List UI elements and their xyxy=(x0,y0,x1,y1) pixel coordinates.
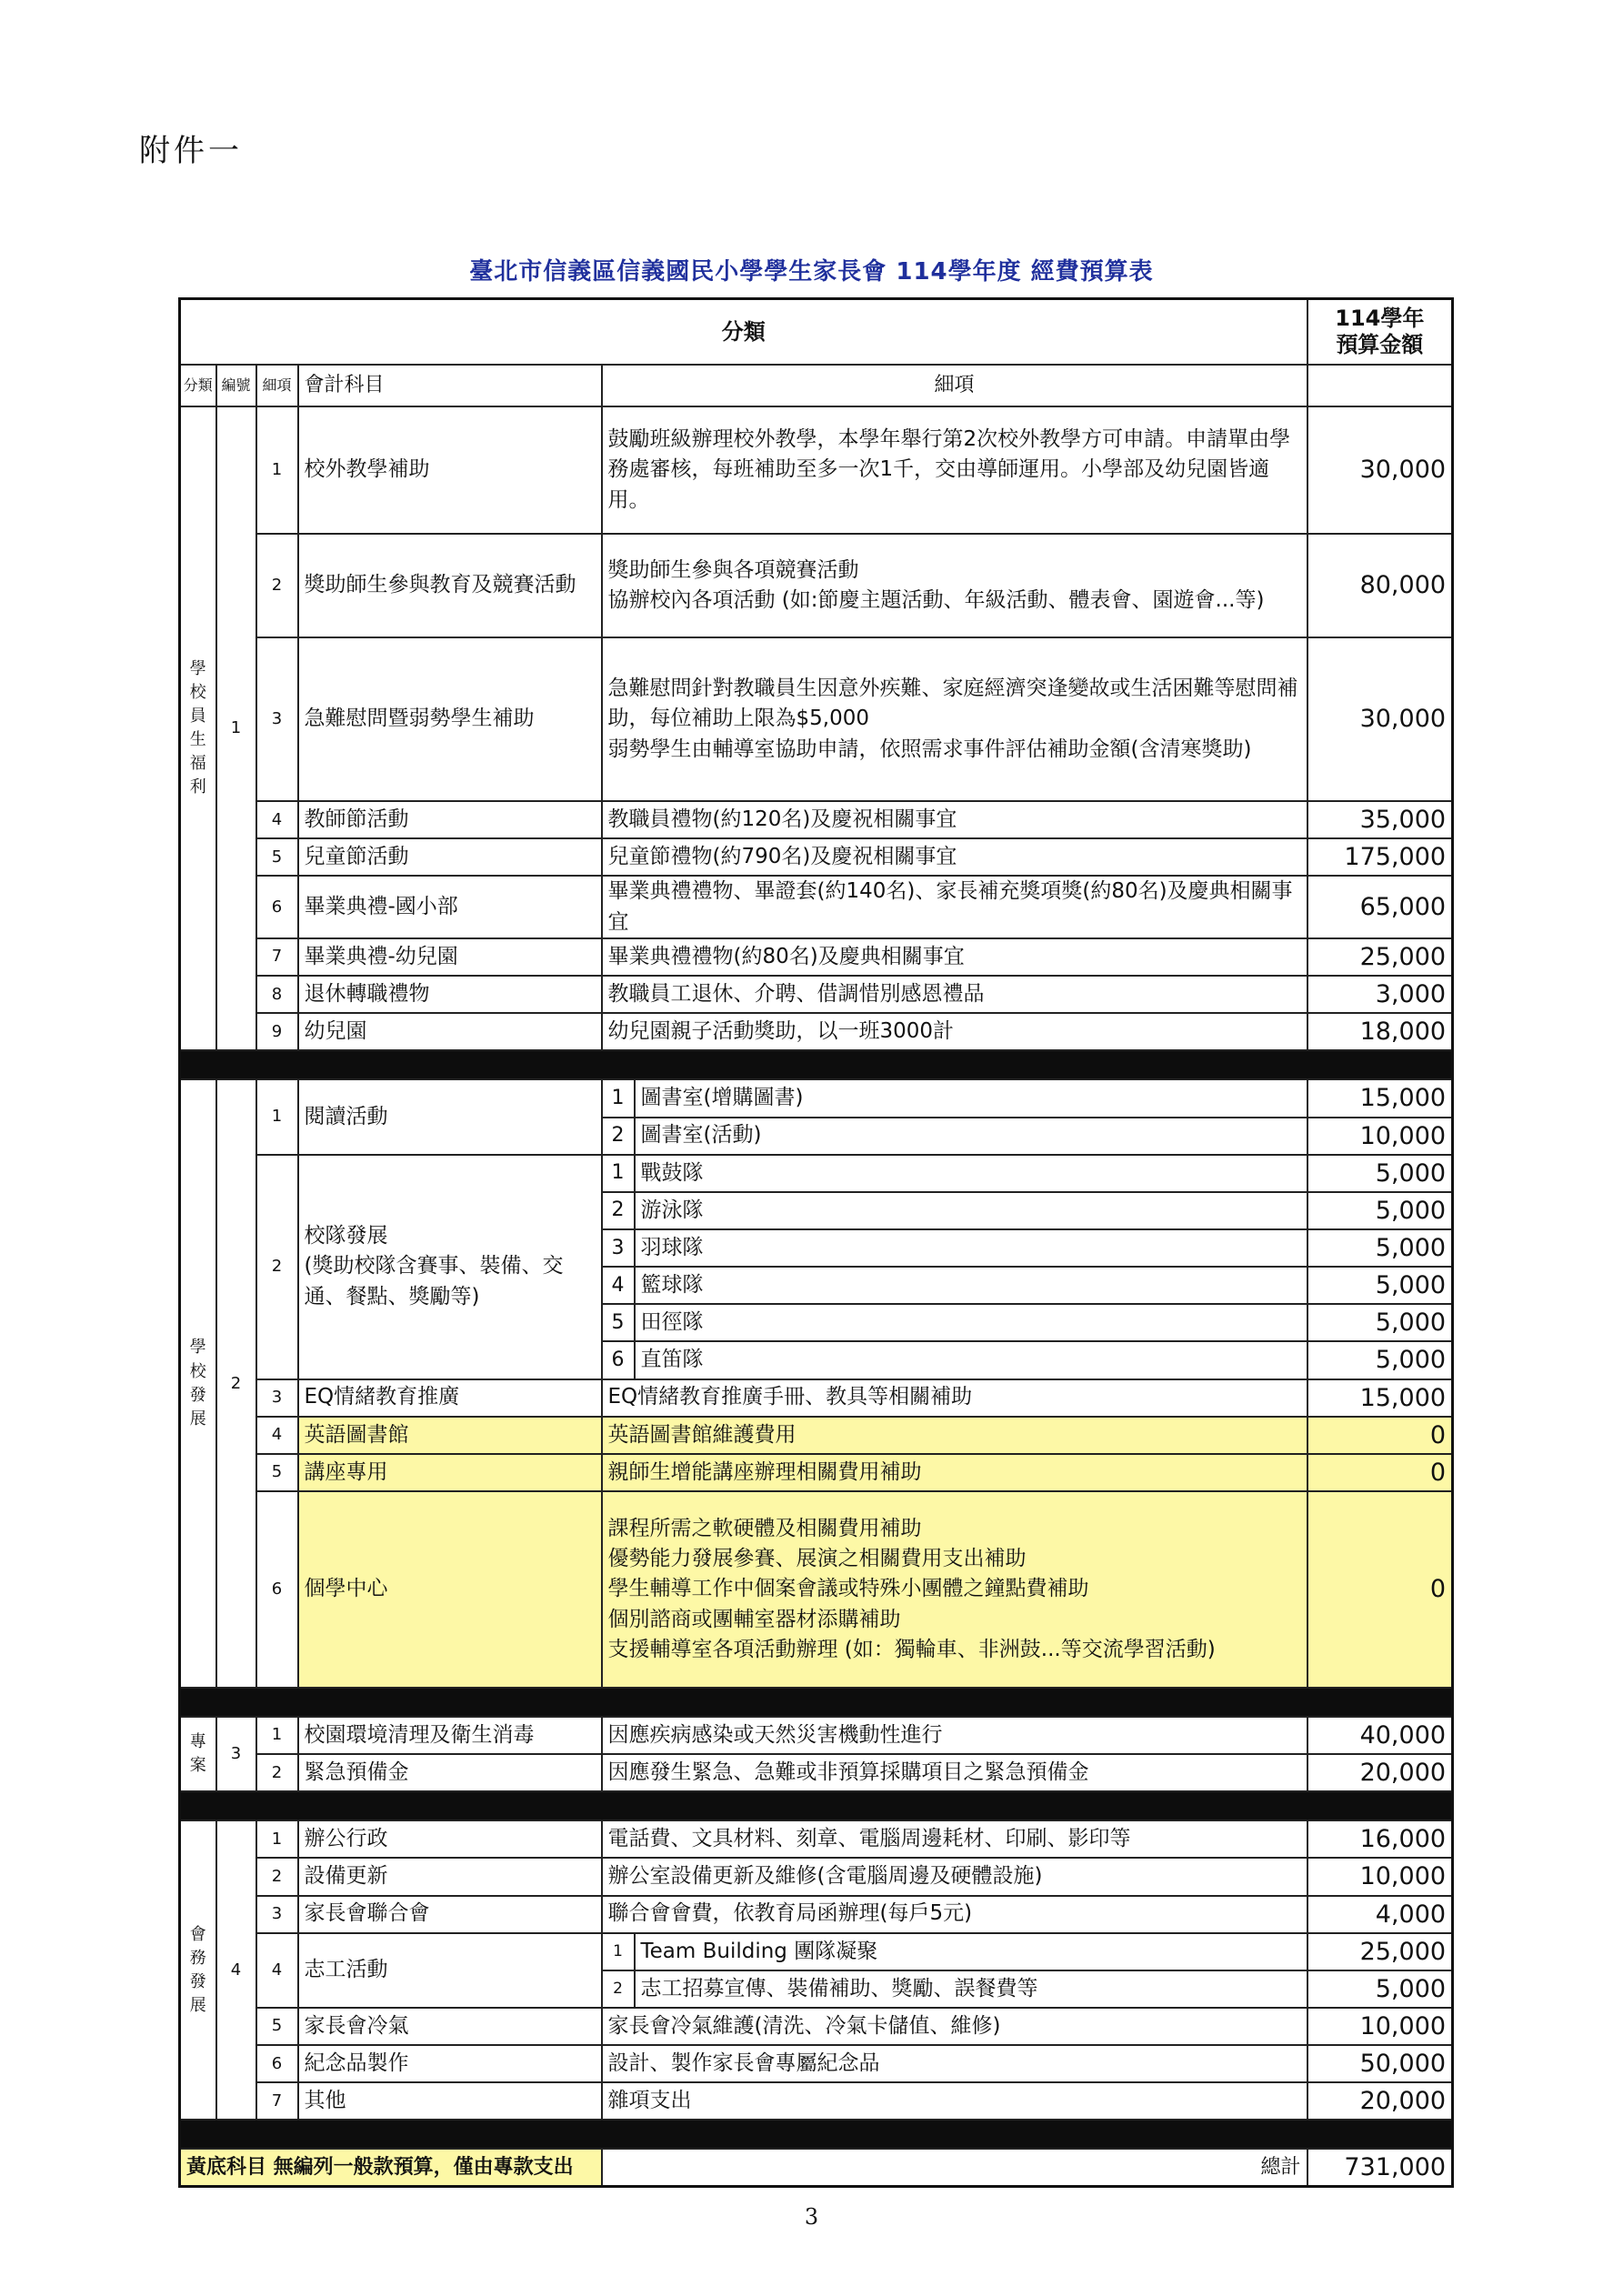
item-number: 6 xyxy=(256,876,298,938)
budget-amount: 5,000 xyxy=(1307,1304,1453,1341)
budget-amount: 30,000 xyxy=(1307,406,1453,534)
item-detail: 鼓勵班級辦理校外教學，本學年舉行第2次校外教學方可申請。申請單由學務處審核，每班補助至多一次1千，交由導師運用。小學部及幼兒園皆適用。 xyxy=(602,406,1307,534)
category-char: 會 xyxy=(189,1924,206,1944)
table-row xyxy=(180,1717,1453,1754)
budget-amount: 25,000 xyxy=(1307,938,1453,976)
account-name: 校外教學補助 xyxy=(298,406,602,534)
sub-item-number: 6 xyxy=(602,1341,635,1379)
table-row xyxy=(180,876,1453,938)
category-char: 校 xyxy=(189,683,206,702)
budget-amount: 5,000 xyxy=(1307,1341,1453,1379)
item-number: 1 xyxy=(256,1820,298,1858)
table-row xyxy=(180,1896,1453,1933)
table-row xyxy=(180,2008,1453,2045)
header-budget-line1: 114學年 xyxy=(1335,306,1425,332)
budget-amount: 0 xyxy=(1307,1491,1453,1688)
table-row xyxy=(180,534,1453,637)
account-name: 設備更新 xyxy=(298,1858,602,1895)
item-number: 9 xyxy=(256,1013,298,1050)
budget-amount: 18,000 xyxy=(1307,1013,1453,1050)
account-name: EQ情緒教育推廣 xyxy=(298,1379,602,1417)
item-detail: 辦公室設備更新及維修(含電腦周邊及硬體設施) xyxy=(602,1858,1307,1895)
item-detail: 教職員工退休、介聘、借調惜別感恩禮品 xyxy=(602,976,1307,1013)
account-name: 兒童節活動 xyxy=(298,838,602,876)
item-detail: 英語圖書館維護費用 xyxy=(602,1417,1307,1454)
sub-item-number: 1 xyxy=(602,1155,635,1192)
category-label xyxy=(180,1717,216,1791)
table-row xyxy=(180,1079,1453,1117)
table-row xyxy=(180,801,1453,838)
sub-item-number: 3 xyxy=(602,1229,635,1267)
table-row xyxy=(180,938,1453,976)
section-separator-1 xyxy=(180,1050,1453,1079)
budget-amount: 3,000 xyxy=(1307,976,1453,1013)
table-row xyxy=(180,1454,1453,1491)
account-name: 校園環境清理及衛生消毒 xyxy=(298,1717,602,1754)
budget-amount: 5,000 xyxy=(1307,1229,1453,1267)
category-char: 福 xyxy=(189,754,206,774)
table-row xyxy=(180,637,1453,801)
account-name: 畢業典禮-幼兒園 xyxy=(298,938,602,976)
item-detail: 志工招募宣傳、裝備補助、獎勵、誤餐費等 xyxy=(635,1970,1307,2008)
item-detail: 親師生增能講座辦理相關費用補助 xyxy=(602,1454,1307,1491)
col-header-item: 細項 xyxy=(256,365,298,406)
budget-amount: 65,000 xyxy=(1307,876,1453,938)
item-number: 1 xyxy=(256,1717,298,1754)
category-char: 發 xyxy=(189,1971,206,1991)
table-row xyxy=(180,406,1453,534)
item-detail: 獎助師生參與各項競賽活動 協辦校內各項活動 (如:節慶主題活動、年級活動、體表會、園遊會...等) xyxy=(602,534,1307,637)
account-name: 辦公行政 xyxy=(298,1820,602,1858)
item-number: 4 xyxy=(256,1933,298,2008)
item-detail: 直笛隊 xyxy=(635,1341,1307,1379)
sub-item-number: 5 xyxy=(602,1304,635,1341)
attachment-label: 附件一 xyxy=(139,133,243,169)
budget-amount: 25,000 xyxy=(1307,1933,1453,1970)
table-row xyxy=(180,976,1453,1013)
item-detail: 設計、製作家長會專屬紀念品 xyxy=(602,2045,1307,2082)
account-name: 獎助師生參與教育及競賽活動 xyxy=(298,534,602,637)
account-name: 英語圖書館 xyxy=(298,1417,602,1454)
table-row xyxy=(180,365,1453,406)
item-detail: 急難慰問針對教職員生因意外疾難、家庭經濟突逢變故或生活困難等慰問補助，每位補助上限為$5,000 弱勢學生由輔導室協助申請，依照需求事件評估補助金額(含清寒獎助) xyxy=(602,637,1307,801)
budget-amount: 35,000 xyxy=(1307,801,1453,838)
budget-amount: 15,000 xyxy=(1307,1379,1453,1417)
table-row xyxy=(180,1933,1453,1970)
account-name: 講座專用 xyxy=(298,1454,602,1491)
item-detail: 游泳隊 xyxy=(635,1192,1307,1229)
category-char: 展 xyxy=(189,1409,206,1429)
header-category: 分類 xyxy=(180,299,1307,366)
item-number: 4 xyxy=(256,801,298,838)
item-detail: 圖書室(增購圖書) xyxy=(635,1079,1307,1117)
account-name: 紀念品製作 xyxy=(298,2045,602,2082)
budget-amount: 10,000 xyxy=(1307,1118,1453,1155)
budget-amount: 10,000 xyxy=(1307,1858,1453,1895)
col-header-detail: 細項 xyxy=(602,365,1307,406)
table-row xyxy=(180,838,1453,876)
item-detail: 因應疾病感染或天然災害機動性進行 xyxy=(602,1717,1307,1754)
budget-amount: 5,000 xyxy=(1307,1970,1453,2008)
category-label xyxy=(180,406,216,1050)
account-name: 急難慰問暨弱勢學生補助 xyxy=(298,637,602,801)
header-budget-line2: 預算金額 xyxy=(1336,332,1424,357)
budget-amount: 5,000 xyxy=(1307,1267,1453,1304)
item-detail: 畢業典禮禮物(約80名)及慶典相關事宜 xyxy=(602,938,1307,976)
sub-item-number: 2 xyxy=(602,1192,635,1229)
item-detail: 畢業典禮禮物、畢證套(約140名)、家長補充獎項獎(約80名)及慶典相關事宜 xyxy=(602,876,1307,938)
account-name: 志工活動 xyxy=(298,1933,602,2008)
table-row xyxy=(180,1155,1453,1192)
item-detail: 因應發生緊急、急難或非預算採購項目之緊急預備金 xyxy=(602,1754,1307,1791)
category-char: 利 xyxy=(189,777,206,797)
item-number: 7 xyxy=(256,938,298,976)
item-number: 6 xyxy=(256,2045,298,2082)
col-header-number: 編號 xyxy=(216,365,256,406)
account-name: 其他 xyxy=(298,2082,602,2120)
budget-amount: 5,000 xyxy=(1307,1192,1453,1229)
total-label: 總計 xyxy=(602,2149,1307,2187)
budget-amount: 10,000 xyxy=(1307,2008,1453,2045)
account-name: 家長會冷氣 xyxy=(298,2008,602,2045)
item-detail: 田徑隊 xyxy=(635,1304,1307,1341)
item-number: 5 xyxy=(256,2008,298,2045)
item-detail: 家長會冷氣維護(清洗、冷氣卡儲值、維修) xyxy=(602,2008,1307,2045)
budget-amount: 16,000 xyxy=(1307,1820,1453,1858)
group-number: 4 xyxy=(216,1820,256,2120)
account-name: 幼兒園 xyxy=(298,1013,602,1050)
section-separator xyxy=(180,1050,1453,1079)
category-char: 生 xyxy=(189,730,206,750)
total-amount: 731,000 xyxy=(1307,2149,1453,2187)
table-row xyxy=(180,1754,1453,1791)
category-char: 校 xyxy=(189,1361,206,1381)
table-row xyxy=(180,1820,1453,1858)
sub-item-number: 2 xyxy=(602,1118,635,1155)
group-number: 3 xyxy=(216,1717,256,1791)
table-row xyxy=(180,2045,1453,2082)
section-separator xyxy=(180,1791,1453,1820)
item-number: 2 xyxy=(256,1155,298,1379)
item-detail: 戰鼓隊 xyxy=(635,1155,1307,1192)
item-detail: 圖書室(活動) xyxy=(635,1118,1307,1155)
item-detail: 兒童節禮物(約790名)及慶祝相關事宜 xyxy=(602,838,1307,876)
budget-amount: 30,000 xyxy=(1307,637,1453,801)
item-number: 1 xyxy=(256,1079,298,1154)
table-row xyxy=(180,299,1453,366)
section-separator xyxy=(180,1688,1453,1717)
item-number: 1 xyxy=(256,406,298,534)
table-row xyxy=(180,1379,1453,1417)
item-detail: 幼兒園親子活動獎助，以一班3000計 xyxy=(602,1013,1307,1050)
sub-item-number: 2 xyxy=(602,1970,635,2008)
item-number: 5 xyxy=(256,838,298,876)
col-header-amount xyxy=(1307,365,1453,406)
item-number: 8 xyxy=(256,976,298,1013)
footer-note: 黃底科目 無編列一般款預算，僅由專款支出 xyxy=(180,2149,602,2187)
item-number: 7 xyxy=(256,2082,298,2120)
account-name: 閱讀活動 xyxy=(298,1079,602,1154)
item-number: 5 xyxy=(256,1454,298,1491)
budget-amount: 15,000 xyxy=(1307,1079,1453,1117)
item-detail: 雜項支出 xyxy=(602,2082,1307,2120)
sub-item-number: 1 xyxy=(602,1933,635,1970)
budget-amount: 5,000 xyxy=(1307,1155,1453,1192)
table-row xyxy=(180,1491,1453,1688)
account-name: 個學中心 xyxy=(298,1491,602,1688)
category-char: 案 xyxy=(189,1756,206,1776)
item-detail: 籃球隊 xyxy=(635,1267,1307,1304)
category-char: 學 xyxy=(189,658,206,678)
budget-amount: 0 xyxy=(1307,1454,1453,1491)
table-row xyxy=(180,1417,1453,1454)
footer-row xyxy=(180,2149,1453,2187)
category-char: 展 xyxy=(189,1995,206,2015)
item-detail: 課程所需之軟硬體及相關費用補助 優勢能力發展參賽、展演之相關費用支出補助 學生輔導工作中個案會議或特殊小團體之鐘點費補助 個別諮商或團輔室器材添購補助 支援輔導室各項活動辦理 (如：獨輪車、非洲鼓...等交流學習活動) xyxy=(602,1491,1307,1688)
col-header-account: 會計科目 xyxy=(298,365,602,406)
table-row xyxy=(180,1858,1453,1895)
budget-amount: 80,000 xyxy=(1307,534,1453,637)
col-header-category: 分類 xyxy=(180,365,216,406)
item-number: 4 xyxy=(256,1417,298,1454)
section-separator-3 xyxy=(180,1791,1453,1820)
account-name: 緊急預備金 xyxy=(298,1754,602,1791)
header-budget-amount xyxy=(1307,299,1453,366)
item-number: 3 xyxy=(256,1379,298,1417)
budget-table-body xyxy=(180,299,1453,2187)
page-number: 3 xyxy=(804,2204,819,2230)
item-number: 3 xyxy=(256,637,298,801)
group-number: 1 xyxy=(216,406,256,1050)
budget-amount: 40,000 xyxy=(1307,1717,1453,1754)
item-number: 2 xyxy=(256,1858,298,1895)
budget-amount: 20,000 xyxy=(1307,2082,1453,2120)
category-label xyxy=(180,1079,216,1688)
budget-amount: 20,000 xyxy=(1307,1754,1453,1791)
item-detail: 聯合會會費，依教育局函辦理(每戶5元) xyxy=(602,1896,1307,1933)
group-number: 2 xyxy=(216,1079,256,1688)
category-char: 專 xyxy=(189,1731,206,1751)
budget-amount: 0 xyxy=(1307,1417,1453,1454)
item-detail: 羽球隊 xyxy=(635,1229,1307,1267)
item-detail: 電話費、文具材料、刻章、電腦周邊耗材、印刷、影印等 xyxy=(602,1820,1307,1858)
account-name: 校隊發展 (獎助校隊含賽事、裝備、交通、餐點、獎勵等) xyxy=(298,1155,602,1379)
sub-item-number: 4 xyxy=(602,1267,635,1304)
category-char: 務 xyxy=(189,1948,206,1968)
table-row xyxy=(180,2082,1453,2120)
account-name: 教師節活動 xyxy=(298,801,602,838)
budget-amount: 4,000 xyxy=(1307,1896,1453,1933)
section-separator xyxy=(180,2120,1453,2149)
item-detail: 教職員禮物(約120名)及慶祝相關事宜 xyxy=(602,801,1307,838)
account-name: 家長會聯合會 xyxy=(298,1896,602,1933)
item-number: 2 xyxy=(256,1754,298,1791)
section-separator-4 xyxy=(180,2120,1453,2149)
category-char: 員 xyxy=(189,707,206,727)
account-name: 畢業典禮-國小部 xyxy=(298,876,602,938)
account-name: 退休轉職禮物 xyxy=(298,976,602,1013)
category-char: 發 xyxy=(189,1385,206,1405)
item-detail: Team Building 團隊凝聚 xyxy=(635,1933,1307,1970)
category-char: 學 xyxy=(189,1338,206,1358)
table-row xyxy=(180,1013,1453,1050)
budget-amount: 175,000 xyxy=(1307,838,1453,876)
document-title: 臺北市信義區信義國民小學學生家長會 114學年度 經費預算表 xyxy=(469,258,1154,286)
category-label xyxy=(180,1820,216,2120)
item-detail: EQ情緒教育推廣手冊、教具等相關補助 xyxy=(602,1379,1307,1417)
budget-amount: 50,000 xyxy=(1307,2045,1453,2082)
section-separator-2 xyxy=(180,1688,1453,1717)
item-number: 6 xyxy=(256,1491,298,1688)
budget-table xyxy=(178,297,1454,2188)
sub-item-number: 1 xyxy=(602,1079,635,1117)
item-number: 3 xyxy=(256,1896,298,1933)
item-number: 2 xyxy=(256,534,298,637)
